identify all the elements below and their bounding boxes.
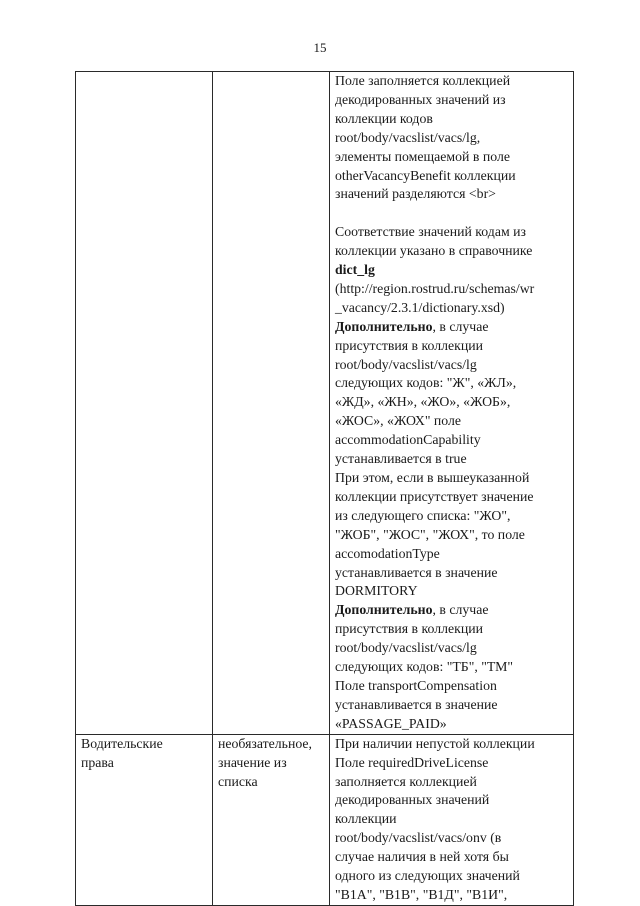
page-number: 15 <box>313 40 327 55</box>
table-cell-name: Водительские права <box>76 734 213 905</box>
description-paragraph: Дополнительно, в случае присутствия в коллекции root/body/vacslist/vacs/lg следующих кодов: "Ж", «ЖЛ», «ЖД», «ЖН», «ЖО», «ЖОБ», «ЖОС», «ЖОХ" поле accommodationCapability устанавливается в true При этом, если в вышеуказанной коллекции присутствует значение из следующего списка: "ЖО", "ЖОБ", "ЖОС", "ЖОХ", то поле accomodationType устанавливается в значение DORMITORY <box>335 318 534 599</box>
table-cell-requirement <box>213 72 330 735</box>
table-row <box>76 72 574 735</box>
document-table <box>75 71 574 906</box>
paragraph-spacer <box>335 204 569 223</box>
description-paragraph: Соответствие значений кодам из коллекции указано в справочнике <box>335 224 533 259</box>
bold-lead: Дополнительно <box>335 602 433 618</box>
description-paragraph: Поле заполняется коллекцией декодированных значений из коллекции кодов root/body/vacslist/vacs/lg, элементы помещаемой в поле otherVacancyBenefit коллекции значений разделяются <br> <box>335 73 516 202</box>
table-cell-requirement: необязательное, значение из списка <box>213 734 330 905</box>
bold-lead: Дополнительно <box>335 318 433 334</box>
description-paragraph: Дополнительно, в случае присутствия в коллекции root/body/vacslist/vacs/lg следующих кодов: "ТБ", "ТМ" Поле transportCompensation устанавливается в значение «PASSAGE_PAID» <box>335 602 514 731</box>
dictionary-url: (http://region.rostrud.ru/schemas/wr _vacancy/2.3.1/dictionary.xsd) <box>335 280 535 315</box>
table-cell-description <box>330 72 574 735</box>
table-cell-name <box>76 72 213 735</box>
table-cell-description: При наличии непустой коллекции Поле requiredDriveLicense заполняется коллекцией декодированных значений коллекции root/body/vacslist/vacs/onv (в случае наличия в ней хотя бы одного из следующих значений "В1А", "В1В", "В1Д", "В1И", <box>330 734 574 905</box>
table-row <box>76 734 574 905</box>
dictionary-name: dict_lg <box>335 262 375 278</box>
